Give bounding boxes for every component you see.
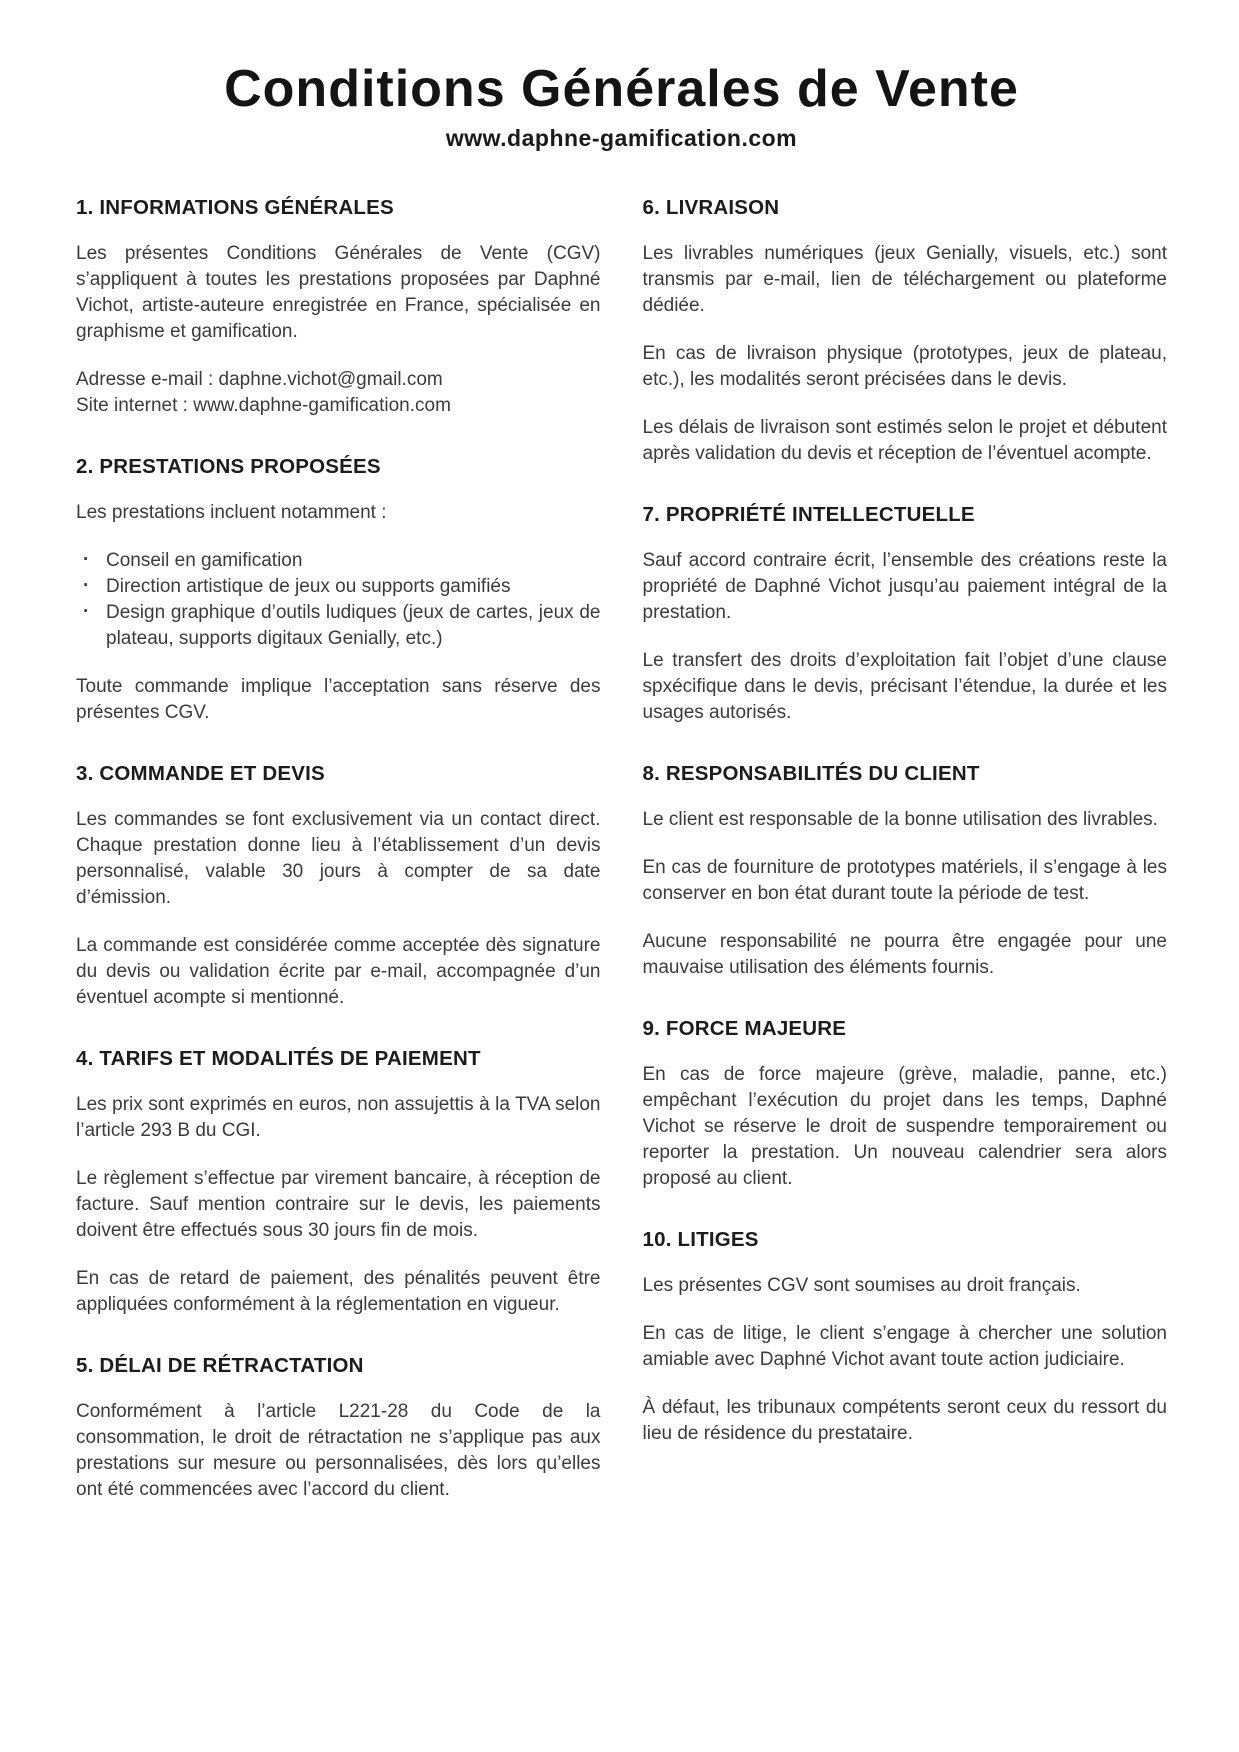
page-title: Conditions Générales de Vente — [224, 60, 1019, 118]
paragraph: Le règlement s’effectue par virement bancaire, à réception de facture. Sauf mention contraire sur le devis, les paiements doivent être effectués sous 30 jours fin de mois. — [76, 1167, 601, 1241]
paragraph: En cas de force majeure (grève, maladie, panne, etc.) empêchant l’exécution du projet dans les temps, Daphné Vichot se réserve le droit de suspendre temporairement ou reporter la prestation. Un nouveau calendrier sera alors proposé au client. — [642, 1063, 1167, 1189]
paragraph: Les livrables numériques (jeux Genially, visuels, etc.) sont transmis par e-mail, lien de téléchargement ou plateforme dédiée. — [642, 242, 1167, 316]
list-item: · Conseil en gamification — [76, 548, 601, 574]
paragraph: En cas de litige, le client s’engage à chercher une solution amiable avec Daphné Vichot avant toute action judiciaire. — [642, 1322, 1167, 1370]
section-prestations-proposees — [76, 455, 601, 726]
two-column-layout — [76, 196, 1167, 1525]
paragraph: Le transfert des droits d’exploitation fait l’objet d’une clause spxécifique dans le devis, précisant l’étendue, la durée et les usages autorisés. — [642, 649, 1167, 723]
paragraph: En cas de livraison physique (prototypes, jeux de plateau, etc.), les modalités seront précisées dans le devis. — [642, 342, 1167, 390]
paragraph: Les présentes CGV sont soumises au droit français. — [642, 1274, 1081, 1296]
paragraph: Sauf accord contraire écrit, l’ensemble des créations reste la propriété de Daphné Vichot jusqu’au paiement intégral de la prestation. — [642, 549, 1167, 623]
paragraph: Les présentes Conditions Générales de Vente (CGV) s’appliquent à toutes les prestations proposées par Daphné Vichot, artiste-auteure enregistrée en France, spécialisée en graphisme et gamification. — [76, 242, 601, 342]
paragraph: Aucune responsabilité ne pourra être engagée pour une mauvaise utilisation des éléments fournis. — [642, 930, 1167, 978]
section-commande-et-devis — [76, 762, 601, 1011]
paragraph: La commande est considérée comme acceptée dès signature du devis ou validation écrite par e-mail, accompagnée d’un éventuel acompte si mentionné. — [76, 934, 601, 1008]
section-heading: 9. FORCE MAJEURE — [642, 1016, 847, 1040]
paragraph: Les délais de livraison sont estimés selon le projet et débutent après validation du devis et réception de l’éventuel acompte. — [642, 416, 1167, 464]
right-column — [643, 196, 1168, 1525]
paragraph: Les commandes se font exclusivement via un contact direct. Chaque prestation donne lieu à l’établissement d’un devis personnalisé, valable 30 jours à compter de sa date d’émission. — [76, 808, 601, 908]
paragraph: En cas de fourniture de prototypes matériels, il s’engage à les conserver en bon état durant toute la période de test. — [642, 856, 1167, 904]
section-heading: 2. PRESTATIONS PROPOSÉES — [76, 454, 381, 478]
section-informations-generales — [76, 196, 601, 419]
section-heading: 3. COMMANDE ET DEVIS — [76, 761, 325, 785]
website-url: www.daphne-gamification.com — [445, 124, 798, 151]
section-propriete-intellectuelle — [643, 503, 1168, 726]
section-responsabilites-du-client — [643, 762, 1168, 981]
section-livraison — [643, 196, 1168, 467]
list-item: · Design graphique d’outils ludiques (jeux de cartes, jeux de plateau, supports digitaux Genially, etc.) — [76, 600, 601, 652]
paragraph: Les prix sont exprimés en euros, non assujettis à la TVA selon l’article 293 B du CGI. — [76, 1093, 601, 1141]
paragraph: En cas de retard de paiement, des pénalités peuvent être appliquées conformément à la réglementation en vigueur. — [76, 1267, 601, 1315]
paragraph: À défaut, les tribunaux compétents seront ceux du ressort du lieu de résidence du prestataire. — [642, 1396, 1167, 1444]
section-litiges — [643, 1228, 1168, 1447]
section-heading: 6. LIVRAISON — [642, 195, 780, 219]
section-force-majeure — [643, 1017, 1168, 1192]
paragraph: Les prestations incluent notamment : — [76, 501, 387, 523]
section-heading: 1. INFORMATIONS GÉNÉRALES — [76, 195, 394, 219]
left-column — [76, 196, 601, 1525]
document-header — [76, 62, 1167, 152]
section-tarifs-et-modalites — [76, 1047, 601, 1318]
email-line: Adresse e-mail : daphne.vichot@gmail.com — [76, 368, 443, 390]
paragraph: Toute commande implique l’acceptation sans réserve des présentes CGV. — [76, 675, 601, 723]
section-heading: 10. LITIGES — [642, 1227, 759, 1251]
prestations-list — [76, 548, 601, 652]
section-heading: 8. RESPONSABILITÉS DU CLIENT — [642, 761, 980, 785]
section-heading: 4. TARIFS ET MODALITÉS DE PAIEMENT — [76, 1046, 481, 1070]
paragraph: Le client est responsable de la bonne utilisation des livrables. — [642, 808, 1158, 830]
paragraph: Conformément à l’article L221-28 du Code de la consommation, le droit de rétractation ne s’applique pas aux prestations sur mesure ou personnalisées, dès lors qu’elles ont été commencées avec l’accord du client. — [76, 1400, 601, 1500]
section-heading: 5. DÉLAI DE RÉTRACTATION — [76, 1353, 364, 1377]
section-heading: 7. PROPRIÉTÉ INTELLECTUELLE — [642, 502, 975, 526]
website-line: Site internet : www.daphne-gamification.com — [76, 394, 451, 416]
section-delai-de-retractation — [76, 1354, 601, 1503]
list-item: · Direction artistique de jeux ou supports gamifiés — [76, 574, 601, 600]
contact-block — [76, 367, 601, 419]
